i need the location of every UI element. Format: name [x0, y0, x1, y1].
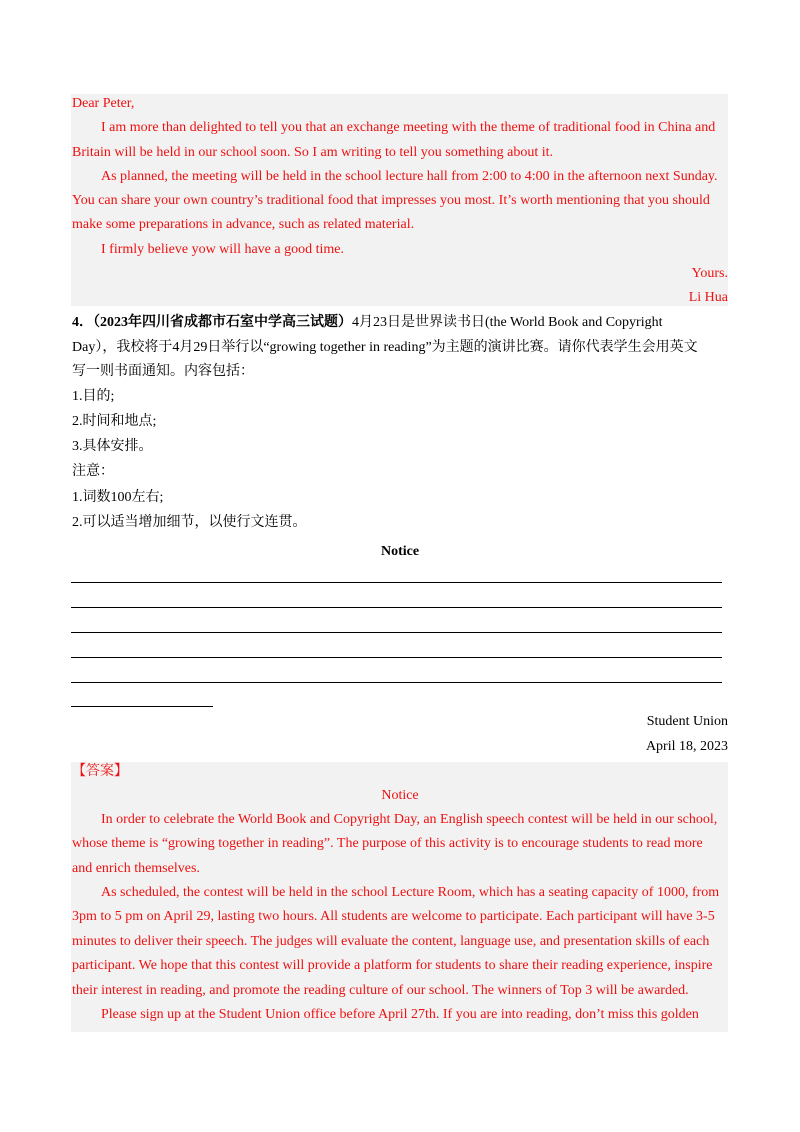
answer-title: Notice	[381, 788, 419, 803]
letter-signature: Li Hua	[688, 290, 728, 305]
question-item-3: 3.具体安排。	[72, 439, 153, 454]
answer-line-3: and enrich themselves.	[72, 861, 200, 876]
writing-line	[71, 607, 722, 608]
letter-line-2: Britain will be held in our school soon. So I am writing to tell you something about it.	[72, 145, 554, 160]
letter-closing: Yours.	[691, 266, 728, 281]
answer-line-2: whose theme is “growing together in reading”. The purpose of this activity is to encourage students to read more	[72, 836, 703, 851]
writing-line	[71, 657, 722, 658]
note-1: 1.词数100左右;	[72, 490, 164, 505]
letter-line-4: You can share your own country’s traditional food that impresses you most. It’s worth mentioning that you should	[72, 193, 710, 208]
question-prompt-line-2: Day），我校将于4月29日举行以“growing together in reading”为主题的演讲比赛。请你代表学生会用英文	[72, 340, 698, 355]
letter-line-5: make some preparations in advance, such as related material.	[72, 217, 415, 232]
answer-line-4: As scheduled, the contest will be held in the school Lecture Room, which has a seating capacity of 1000, from	[101, 885, 720, 900]
writing-line-short	[71, 706, 213, 707]
writing-line	[71, 682, 722, 683]
letter-line-1: I am more than delighted to tell you that an exchange meeting with the theme of traditional food in China and	[101, 120, 716, 135]
signoff-date: April 18, 2023	[645, 739, 728, 754]
answer-line-7: participant. We hope that this contest will provide a platform for students to share their reading experience, inspire	[72, 958, 713, 973]
question-prompt-text-1: 4月23日是世界读书日(the World Book and Copyright	[352, 315, 663, 330]
note-2: 2.可以适当增加细节，以使行文连贯。	[72, 515, 307, 530]
answer-line-6: minutes to deliver their speech. The judges will evaluate the content, language use, and presentation skills of each	[72, 934, 710, 949]
answer-line-5: 3pm to 5 pm on April 29, lasting two hours. All students are welcome to participate. Each participant will have 3-5	[72, 909, 715, 924]
writing-line	[71, 582, 722, 583]
question-prompt-line-1	[72, 311, 728, 335]
letter-line-3: As planned, the meeting will be held in the school lecture hall from 2:00 to 4:00 in the afternoon next Sunday.	[101, 169, 718, 184]
answer-line-1: In order to celebrate the World Book and Copyright Day, an English speech contest will be held in our school,	[101, 812, 718, 827]
letter-line-6: I firmly believe yow will have a good time.	[101, 242, 344, 257]
letter-salutation: Dear Peter,	[72, 96, 135, 111]
question-item-1: 1.目的;	[72, 389, 115, 404]
question-source: （2023年四川省成都市石室中学高三试题）	[93, 315, 352, 330]
question-prompt-line-3: 写一则书面通知。内容包括：	[72, 364, 254, 379]
signoff-org: Student Union	[646, 714, 728, 729]
note-label: 注意：	[72, 464, 114, 479]
answer-line-9: Please sign up at the Student Union office before April 27th. If you are into reading, don’t miss this golden	[101, 1007, 699, 1022]
question-item-2: 2.时间和地点;	[72, 414, 157, 429]
notice-title: Notice	[380, 544, 420, 559]
question-number: 4．	[72, 315, 93, 330]
answer-line-8: their interest in reading, and promote the reading culture of our school. The winners of Top 3 will be awarded.	[72, 983, 689, 998]
answer-label: 【答案】	[72, 764, 128, 779]
writing-line	[71, 632, 722, 633]
